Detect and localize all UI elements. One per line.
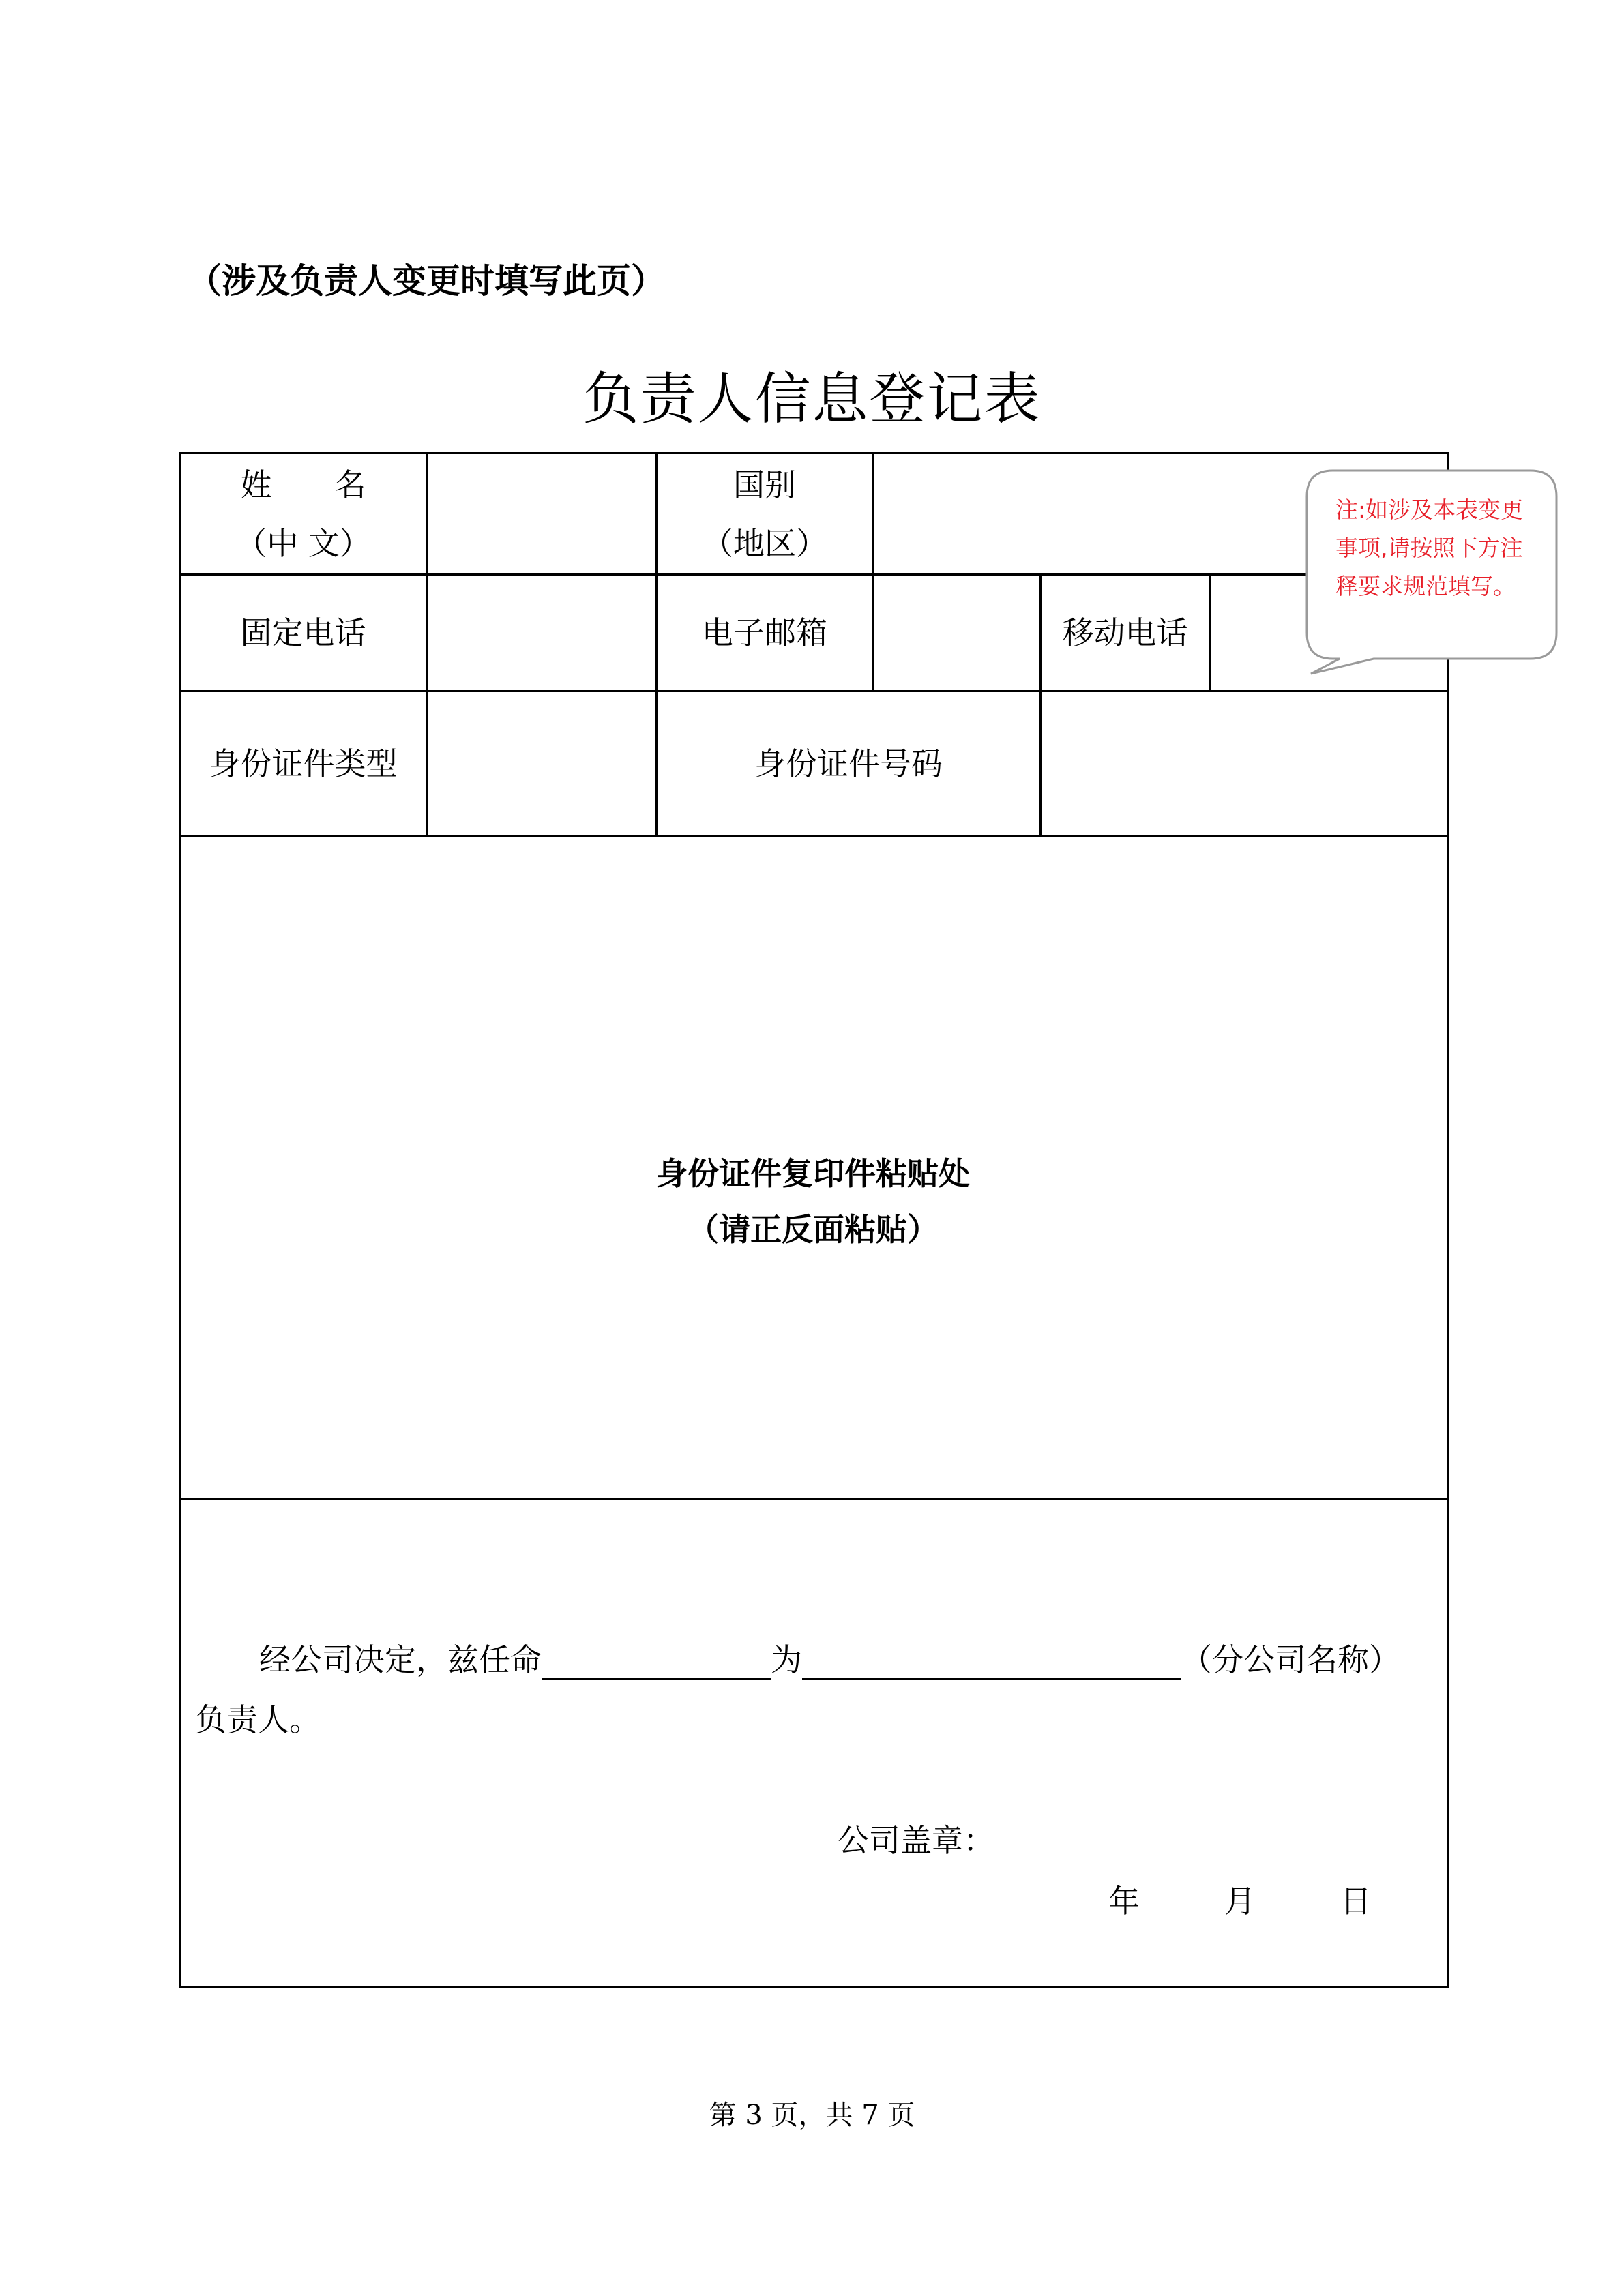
paste-area-title: 身份证件复印件粘贴处 xyxy=(656,1155,970,1192)
note-text: 注:如涉及本表变更事项,请按照下方注释要求规范填写。 xyxy=(1335,496,1524,599)
appointment-middle: 为 xyxy=(771,1641,802,1678)
appointee-blank[interactable] xyxy=(542,1644,771,1680)
mobile-label: 移动电话 xyxy=(1062,614,1188,651)
email-input-cell[interactable] xyxy=(874,576,1039,690)
id-number-label: 身份证件号码 xyxy=(754,745,943,782)
date-month: 月 xyxy=(1224,1883,1256,1920)
name-input-cell[interactable] xyxy=(428,454,655,573)
country-label: 国别 xyxy=(733,466,796,503)
id-number-input-cell[interactable] xyxy=(1042,692,1447,835)
id-type-input-cell[interactable] xyxy=(428,692,655,835)
email-label: 电子邮箱 xyxy=(702,614,827,651)
branch-name-blank[interactable] xyxy=(802,1644,1181,1680)
date-day: 日 xyxy=(1340,1883,1372,1920)
region-label: （地区） xyxy=(702,524,827,562)
date-year: 年 xyxy=(1108,1883,1140,1920)
company-seal-label: 公司盖章： xyxy=(838,1822,994,1859)
name-label: 姓 名 xyxy=(240,466,366,503)
id-copy-paste-area xyxy=(179,1146,1447,1257)
page-subtitle: （涉及负责人变更时填写此页） xyxy=(188,260,665,301)
name-label-chinese: （中 文） xyxy=(235,524,371,562)
appointment-line-2: 负责人。 xyxy=(195,1701,321,1738)
appointment-prefix: 经公司决定，兹任命 xyxy=(259,1641,542,1678)
page-number: 第 3 页，共 7 页 xyxy=(709,2100,915,2131)
appointment-statement xyxy=(259,1635,1400,1680)
form-title: 负责人信息登记表 xyxy=(582,367,1042,432)
appointment-suffix: （分公司名称） xyxy=(1181,1641,1400,1678)
landline-input-cell[interactable] xyxy=(428,576,655,690)
id-type-label: 身份证件类型 xyxy=(209,745,398,782)
paste-area-hint: （请正反面粘贴） xyxy=(688,1211,939,1248)
name-label-cell xyxy=(181,454,426,573)
landline-label: 固定电话 xyxy=(240,614,366,651)
country-label-cell xyxy=(658,454,872,573)
